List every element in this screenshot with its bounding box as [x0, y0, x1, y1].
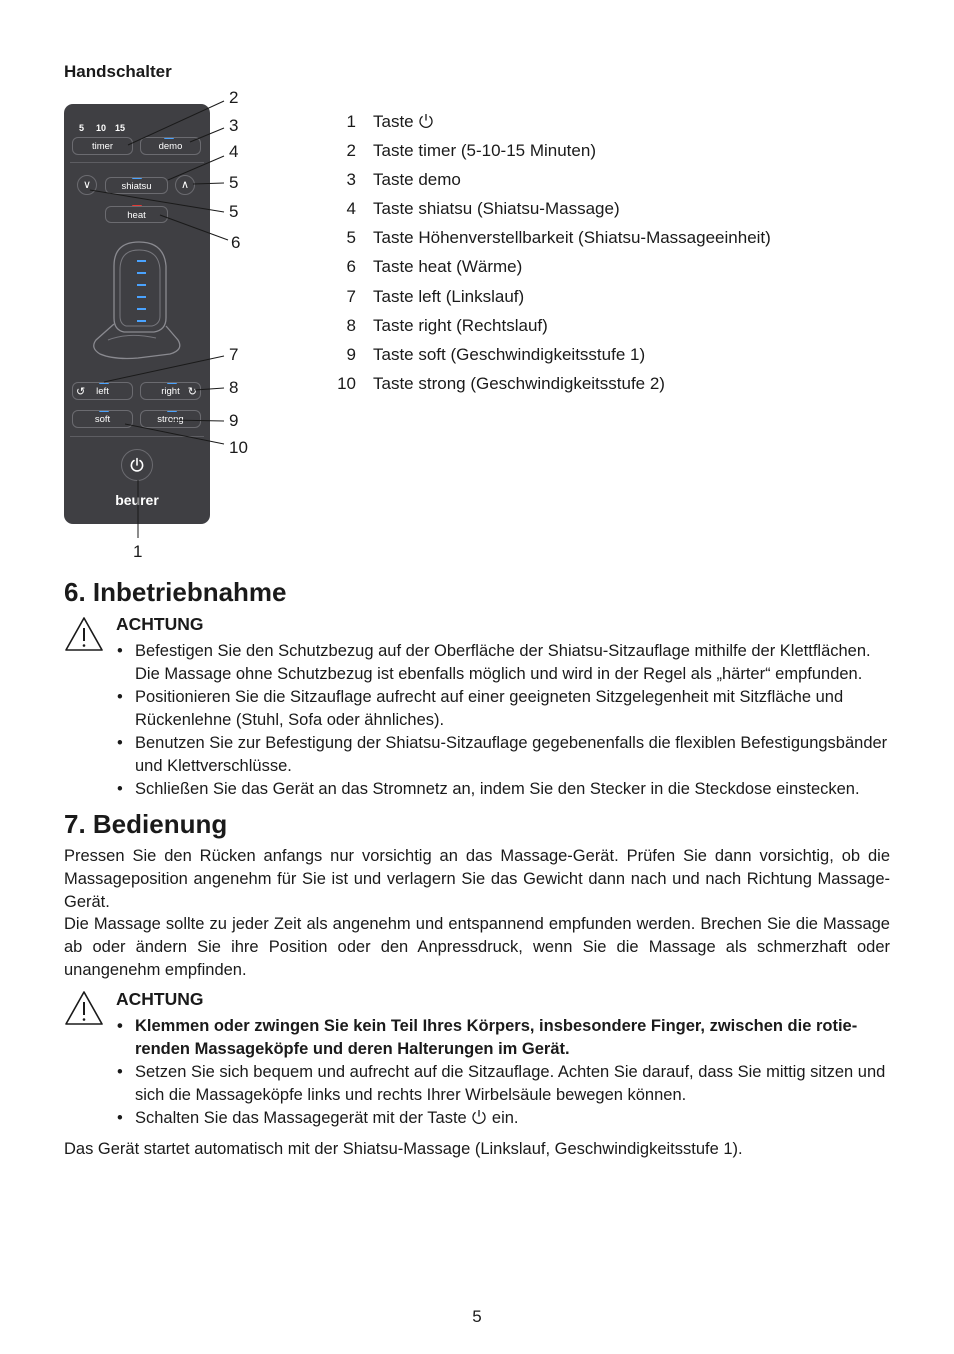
divider — [70, 162, 204, 163]
section-6-heading: 6. Inbetriebnahme — [64, 577, 287, 607]
list-item: • Klemmen oder zwingen Sie kein Teil Ihres Körpers, insbesondere Finger, zwischen die rotierenden Massageköpfe und deren Halterungen im Gerät. — [116, 1015, 891, 1061]
rotate-right-icon: ↻ — [187, 386, 197, 398]
callout-1: 1 — [133, 542, 143, 561]
timer-value-5: 5 — [79, 123, 85, 133]
legend-text: Taste heat (Wärme) — [373, 257, 523, 277]
callout-8: 8 — [229, 378, 239, 397]
chevron-down-icon — [77, 175, 97, 195]
timer-button — [72, 137, 133, 155]
section-7-bullets — [116, 1015, 891, 1130]
power-icon — [418, 113, 434, 129]
list-item-text: Schalten Sie das Massagegerät mit der Taste — [135, 1109, 467, 1127]
power-icon — [471, 1109, 487, 1125]
legend-number: 10 — [337, 373, 356, 393]
legend-number: 1 — [346, 112, 356, 131]
chevron-up-icon — [175, 175, 195, 195]
seat-icon — [84, 236, 190, 366]
list-item-text: ein. — [491, 1109, 519, 1127]
legend-number: 5 — [346, 228, 356, 248]
timer-value-15: 15 — [115, 123, 126, 133]
callout-6: 6 — [231, 233, 241, 252]
list-item: • Setzen Sie sich bequem und aufrecht auf die Sitzauflage. Achten Sie darauf, dass Sie mittig sitzen und sich die Massageköpfe links und rechts Ihrer Wirbelsäule bewegen können. — [116, 1061, 891, 1107]
paragraph: Das Gerät startet automatisch mit der Shiatsu-Massage (Linkslauf, Geschwindigkeitsstufe 1). — [64, 1140, 743, 1158]
legend-text: Taste right (Rechtslauf) — [373, 315, 548, 335]
legend-number: 8 — [346, 315, 356, 335]
list-item: • Positionieren Sie die Sitzauflage aufrecht auf einer geeigneten Sitzgelegenheit mit Sitzfläche und Rückenlehne (Stuhl, Sofa oder ähnliches). — [116, 686, 891, 732]
rotate-left-icon: ↺ — [76, 386, 86, 398]
callout-4: 4 — [229, 142, 239, 161]
legend-text: Taste timer (5-10-15 Minuten) — [373, 141, 596, 161]
soft-button — [72, 410, 133, 428]
legend-text: Taste shiatsu (Shiatsu-Massage) — [373, 199, 620, 219]
legend-text: Taste — [373, 112, 414, 131]
warning-label: ACHTUNG — [116, 614, 204, 634]
warning-icon — [64, 990, 104, 1026]
strong-button-label: strong — [157, 414, 184, 425]
strong-button — [140, 410, 201, 428]
section-6-bullets — [116, 640, 891, 801]
page-number: 5 — [472, 1307, 482, 1326]
left-button-label: left — [96, 386, 109, 397]
right-button — [140, 382, 201, 400]
legend-text: Taste Höhenverstellbarkeit (Shiatsu-Massageeinheit) — [373, 228, 771, 248]
legend-text: Taste strong (Geschwindigkeitsstufe 2) — [373, 373, 665, 393]
list-item: • Befestigen Sie den Schutzbezug auf der Oberfläche der Shiatsu-Sitzauflage mithilfe der Klettflächen. Die Massage ohne Schutzbezug ist ebenfalls möglich und wird in der Regel als „härter“ empfunden. — [116, 640, 891, 686]
soft-button-label: soft — [94, 414, 111, 425]
callout-5a: 5 — [229, 173, 239, 192]
up-glyph: ∧ — [180, 179, 190, 191]
callout-3: 3 — [229, 116, 239, 135]
timer-value-10: 10 — [96, 123, 107, 133]
warning-label: ACHTUNG — [116, 989, 204, 1009]
power-icon — [129, 457, 145, 473]
heat-button-label: heat — [127, 210, 146, 221]
timer-button-label: timer — [91, 141, 114, 152]
legend-text: Taste left (Linkslauf) — [373, 286, 525, 306]
seat-led-column — [137, 260, 146, 322]
paragraph: Pressen Sie den Rücken anfangs nur vorsichtig an das Massage-Gerät. Prüfen Sie dann vorsichtig, ob die Massageposition angenehm für Sie ist und verlagern Sie das Gewicht dann nach und nach Richtung Massage-Gerät. — [64, 847, 890, 911]
callout-9: 9 — [229, 411, 239, 430]
power-button — [121, 449, 153, 481]
legend-number: 4 — [346, 199, 356, 219]
figure-title: Handschalter — [64, 62, 172, 81]
list-item: • Benutzen Sie zur Befestigung der Shiatsu-Sitzauflage gegebenenfalls die flexiblen Befestigungsbänder und Klettverschlüsse. — [116, 732, 891, 778]
heat-button — [105, 206, 168, 223]
warning-icon — [64, 616, 104, 652]
legend-text: Taste demo — [373, 170, 461, 190]
legend-number: 7 — [346, 286, 356, 306]
legend-number: 9 — [346, 344, 356, 364]
legend-number: 6 — [346, 257, 356, 277]
legend-number: 2 — [346, 141, 356, 161]
list-item — [116, 1107, 891, 1130]
brand-logo: beurer — [115, 492, 159, 508]
remote-control-illustration — [64, 104, 210, 524]
demo-button-label: demo — [158, 141, 183, 152]
legend-text: Taste soft (Geschwindigkeitsstufe 1) — [373, 344, 646, 364]
legend-number: 3 — [346, 170, 356, 190]
left-button — [72, 382, 133, 400]
callout-2: 2 — [229, 88, 239, 107]
callout-5b: 5 — [229, 202, 239, 221]
shiatsu-button-label: shiatsu — [121, 181, 152, 192]
divider — [70, 436, 204, 437]
shiatsu-button — [105, 177, 168, 194]
right-button-label: right — [161, 386, 180, 397]
demo-button — [140, 137, 201, 155]
callout-10: 10 — [229, 438, 248, 457]
down-glyph: ∨ — [82, 179, 92, 191]
list-item: • Schließen Sie das Gerät an das Stromnetz an, indem Sie den Stecker in die Steckdose einstecken. — [116, 778, 891, 801]
paragraph: Die Massage sollte zu jeder Zeit als angenehm und entspannend empfunden werden. Brechen Sie die Massage ab oder ändern Sie ihre Position oder den Anpressdruck, wenn Sie die Massage als schmerzhaft oder unangenehm empfinden. — [64, 915, 890, 979]
section-7-heading: 7. Bedienung — [64, 809, 228, 839]
callout-7: 7 — [229, 345, 239, 364]
